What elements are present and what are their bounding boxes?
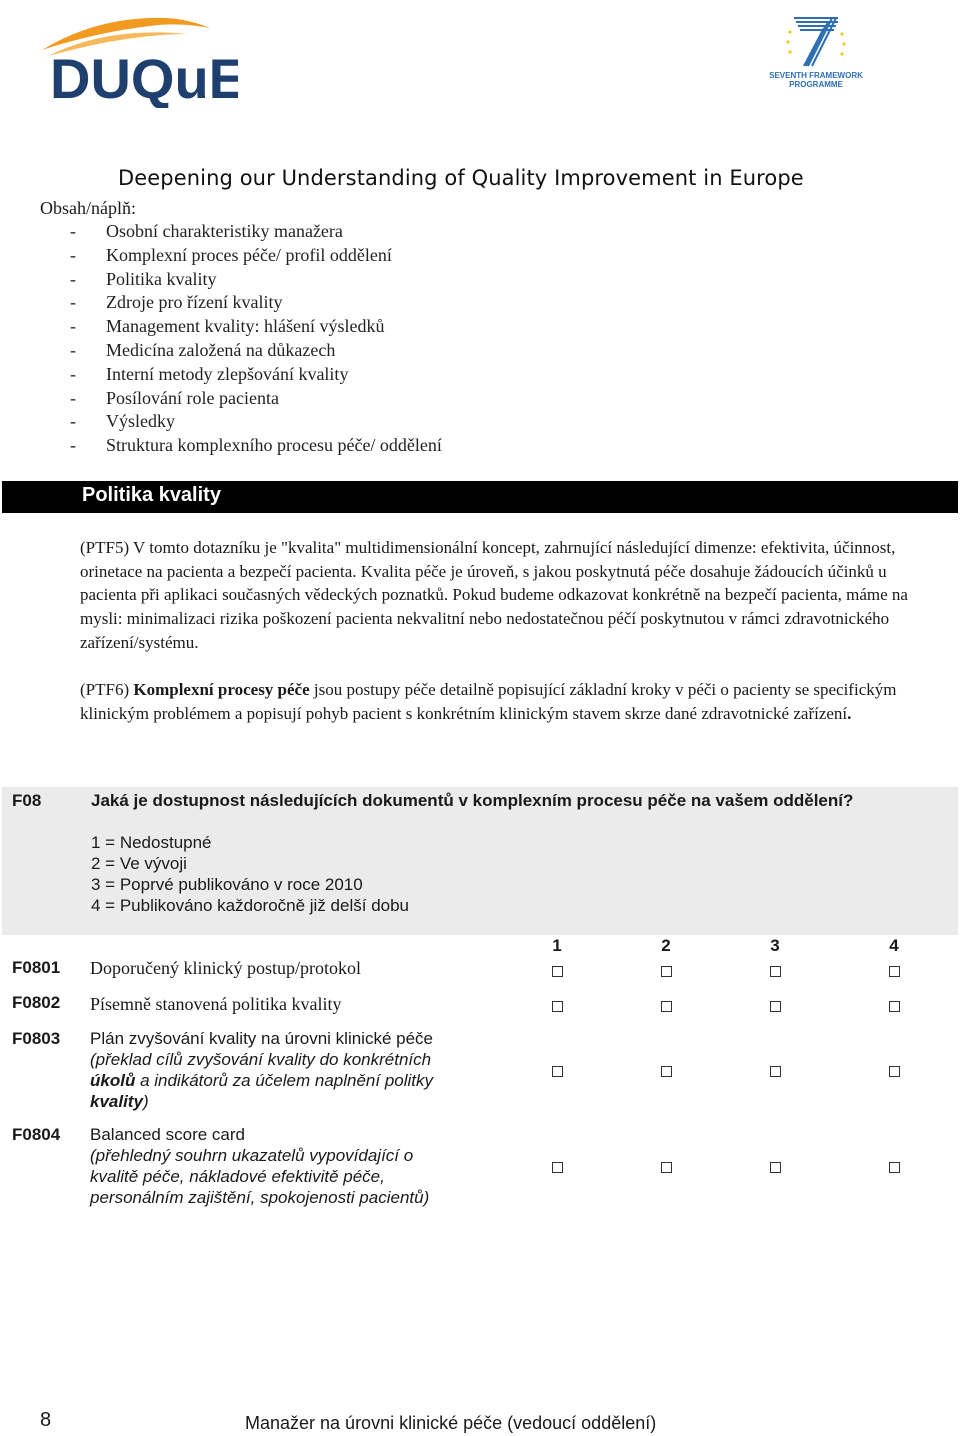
row-label: Doporučený klinický postup/protokol: [90, 958, 361, 978]
scale-item: 1 = Nedostupné: [91, 833, 212, 852]
checkbox-f0803-3[interactable]: [770, 1066, 781, 1077]
fp7-logo: [768, 12, 864, 92]
toc-item: - Interní metody zlepšování kvality: [70, 363, 349, 384]
scale-item: 2 = Ve vývoji: [91, 854, 187, 873]
toc-item: - Zdroje pro řízení kvality: [70, 292, 283, 313]
ptf5-paragraph: (PTF5) V tomto dotazníku je "kvalita" multidimensionální koncept, zahrnující následující dimenze: efektivita, účinnost, orinetace na pacienta a bezpečí pacienta. Kvalita péče je úroveň, s jakou poskytnutá péče dosahuje žádoucích účinků u pacienta při aplikaci současných vědeckých poznatků. Pokud budeme odkazovat konkrétně na bezpečí pacienta, máme na mysli: minimalizaci rizika poškození pacienta nekvalitní nebo nedostatečnou péčí poskytnutou v rámci zdravotnického zařízení/systému.: [80, 538, 908, 652]
toc-item: - Medicína založená na důkazech: [70, 339, 336, 360]
checkbox-f0804-1[interactable]: [552, 1162, 563, 1173]
checkbox-f0801-3[interactable]: [770, 966, 781, 977]
toc-list: [70, 220, 442, 458]
checkbox-f0803-2[interactable]: [661, 1066, 672, 1077]
svg-text:DUQuE: DUQuE: [50, 47, 238, 108]
checkbox-f0802-4[interactable]: [889, 1001, 900, 1012]
checkbox-f0801-1[interactable]: [552, 966, 563, 977]
checkbox-f0802-1[interactable]: [552, 1001, 563, 1012]
document-subtitle: Deepening our Understanding of Quality Improvement in Europe: [118, 166, 804, 190]
toc-item: - Výsledky: [70, 411, 175, 432]
row-label: Písemně stanovená politika kvality: [90, 994, 342, 1014]
toc-item: - Struktura komplexního procesu péče/ oddělení: [70, 435, 442, 456]
row-code: F0801: [12, 958, 61, 977]
toc-item: - Management kvality: hlášení výsledků: [70, 316, 385, 337]
question-text: Jaká je dostupnost následujících dokumentů v komplexním procesu péče na vašem oddělení?: [91, 791, 854, 810]
answer-scale: [91, 832, 409, 916]
section-title: Politika kvality: [82, 484, 221, 506]
column-header-4: 4: [889, 936, 899, 955]
question-code: F08: [12, 791, 42, 810]
checkbox-f0804-3[interactable]: [770, 1162, 781, 1173]
scale-item: 3 = Poprvé publikováno v roce 2010: [91, 875, 363, 894]
svg-text:PROGRAMME: PROGRAMME: [789, 80, 843, 89]
checkbox-f0803-4[interactable]: [889, 1066, 900, 1077]
checkbox-f0801-2[interactable]: [661, 966, 672, 977]
checkbox-f0804-4[interactable]: [889, 1162, 900, 1173]
section-header-bar: [2, 481, 958, 513]
toc-item: - Osobní charakteristiky manažera: [70, 221, 343, 241]
toc-label: Obsah/náplň:: [40, 198, 136, 218]
duque-logo: [38, 12, 238, 108]
checkbox-f0803-1[interactable]: [552, 1066, 563, 1077]
toc-item: - Posílování role pacienta: [70, 387, 279, 408]
row-code: F0804: [12, 1125, 61, 1144]
scale-item: 4 = Publikováno každoročně již delší dobu: [91, 896, 410, 915]
page-number: 8: [40, 1409, 52, 1431]
row-label: Balanced score card (přehledný souhrn ukazatelů vypovídající o kvalitě péče, nákladové efektivitě péče, personálním zajištění, spokojenosti pacientů): [90, 1125, 430, 1207]
column-header-1: 1: [552, 936, 562, 955]
row-label: Plán zvyšování kvality na úrovni klinické péče (překlad cílů zvyšování kvality do konkrétních úkolů a indikátorů za účelem naplnění politky kvality): [90, 1029, 434, 1111]
checkbox-f0804-2[interactable]: [661, 1162, 672, 1173]
row-code: F0803: [12, 1029, 61, 1048]
column-header-2: 2: [661, 936, 671, 955]
checkbox-f0801-4[interactable]: [889, 966, 900, 977]
ptf6-paragraph: (PTF6) Komplexní procesy péče jsou postupy péče detailně popisující základní kroky v péči o pacienty se specifickým klinickým problémem a popisují pohyb pacient s konkrétním klinickým stavem skrze dané zdravotnické zařízení.: [80, 680, 897, 723]
svg-text:SEVENTH FRAMEWORK: SEVENTH FRAMEWORK: [769, 71, 863, 80]
toc-item: - Komplexní proces péče/ profil oddělení: [70, 244, 392, 265]
footer-text: Manažer na úrovni klinické péče (vedoucí oddělení): [245, 1413, 657, 1433]
column-header-3: 3: [770, 936, 780, 955]
checkbox-f0802-3[interactable]: [770, 1001, 781, 1012]
toc-item: - Politika kvality: [70, 268, 217, 289]
question-block: [2, 787, 958, 935]
checkbox-f0802-2[interactable]: [661, 1001, 672, 1012]
row-code: F0802: [12, 993, 61, 1012]
